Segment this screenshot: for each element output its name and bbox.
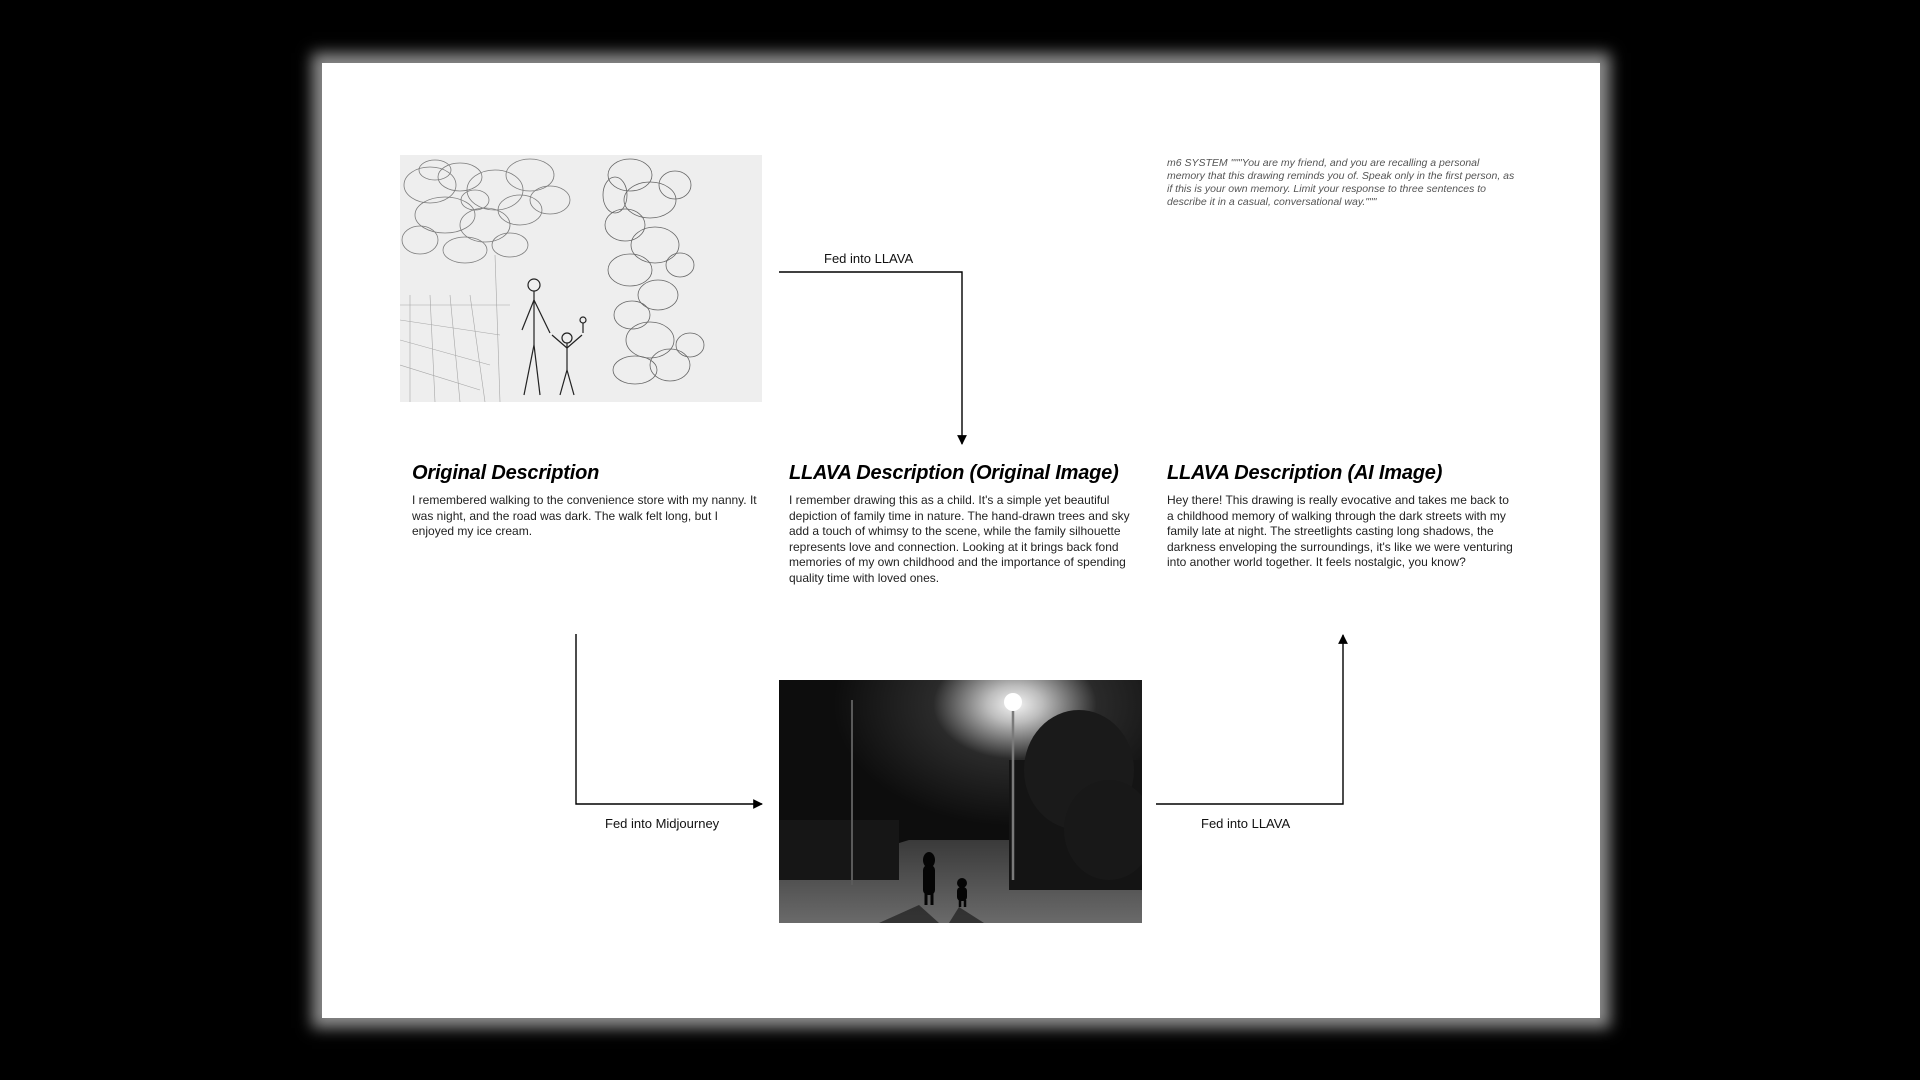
llava-original-description-section <box>789 462 1139 587</box>
llava-original-description-text: I remember drawing this as a child. It's a simple yet beautiful depiction of family time in nature. The hand-drawn trees and sky add a touch of whimsy to the scene, while the family silhouette represents love and connection. Looking at it brings back fond memories of my own childhood and the importance of spending quality time with loved ones. <box>789 493 1130 585</box>
llava-original-description-title: LLAVA Description (Original Image) <box>789 462 1119 484</box>
edge-label-fed-into-midjourney: Fed into Midjourney <box>605 816 720 831</box>
slide-card <box>322 63 1600 1018</box>
arrow-original-to-midjourney <box>576 634 762 804</box>
original-description-section <box>412 462 762 540</box>
original-description-text: I remembered walking to the convenience store with my nanny. It was night, and the road was dark. The walk felt long, but I enjoyed my ice cream. <box>412 493 757 539</box>
system-prompt-text: m6 SYSTEM """You are my friend, and you are recalling a personal memory that this drawing reminds you of. Speak only in the first person, as if this is your own memory. Limit your response to three sentences to describe it in a casual, conversational way.""" <box>1167 157 1515 208</box>
original-sketch-image <box>400 155 762 402</box>
edge-label-fed-into-llava-top: Fed into LLAVA <box>824 251 914 266</box>
llava-ai-description-section <box>1167 462 1517 571</box>
edge-label-fed-into-llava-bottom: Fed into LLAVA <box>1201 816 1291 831</box>
llava-ai-description-text: Hey there! This drawing is really evocative and takes me back to a childhood memory of walking through the dark streets with my family late at night. The streetlights casting long shadows, the darkness enveloping the surroundings, it's like we were venturing into another world together. It feels nostalgic, you know? <box>1167 493 1513 570</box>
llava-ai-description-title: LLAVA Description (AI Image) <box>1167 462 1443 484</box>
midjourney-generated-image <box>779 680 1142 923</box>
arrow-sketch-to-llava <box>779 272 962 444</box>
arrow-render-to-llava <box>1156 635 1343 804</box>
original-description-title: Original Description <box>412 462 600 484</box>
